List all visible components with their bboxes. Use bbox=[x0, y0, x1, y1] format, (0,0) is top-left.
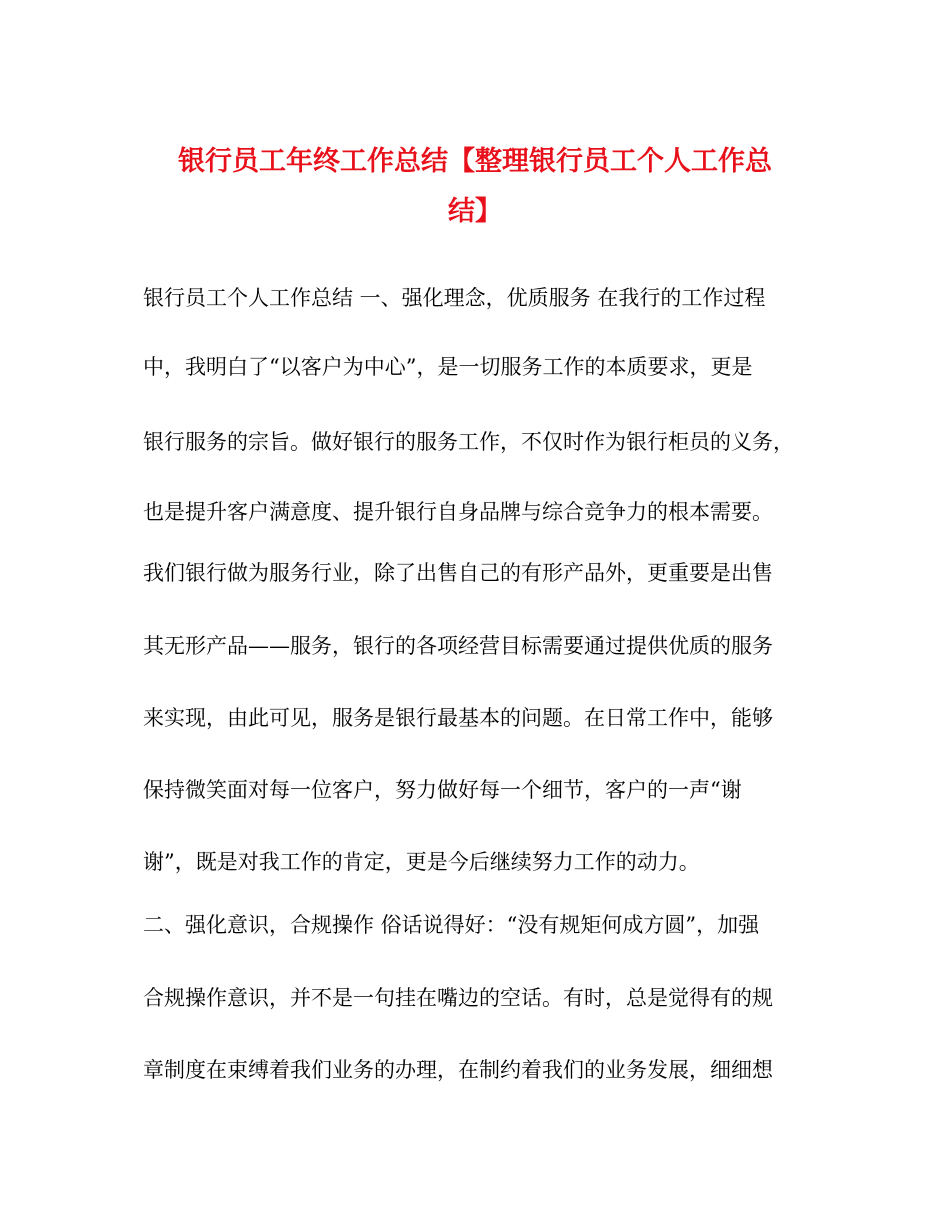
title-line-1: 银行员工年终工作总结【整理银行员工个人工作总 bbox=[178, 146, 772, 177]
document-title bbox=[120, 137, 830, 237]
body-line: 来实现，由此可见，服务是银行最基本的问题。在日常工作中，能够 bbox=[143, 706, 773, 730]
title-line-2: 结】 bbox=[448, 196, 502, 227]
body-line: 也是提升客户满意度、提升银行自身品牌与综合竞争力的根本需要。 bbox=[143, 500, 773, 524]
body-line: 合规操作意识，并不是一句挂在嘴边的空话。有时，总是觉得有的规 bbox=[143, 986, 773, 1010]
body-line: 银行服务的宗旨。做好银行的服务工作，不仅时作为银行柜员的义务， bbox=[143, 430, 794, 454]
body-line: 银行员工个人工作总结 一、强化理念，优质服务 在我行的工作过程 bbox=[143, 286, 766, 310]
body-line: 章制度在束缚着我们业务的办理，在制约着我们的业务发展，细细想 bbox=[143, 1058, 773, 1082]
body-line: 谢”，既是对我工作的肯定，更是今后继续努力工作的动力。 bbox=[143, 850, 700, 874]
body-line: 我们银行做为服务行业，除了出售自己的有形产品外，更重要是出售 bbox=[143, 561, 773, 585]
body-line: 二、强化意识，合规操作 俗话说得好：“没有规矩何成方圆”，加强 bbox=[143, 913, 760, 937]
body-line: 中，我明白了“以客户为中心”，是一切服务工作的本质要求，更是 bbox=[143, 355, 753, 379]
body-line: 其无形产品——服务，银行的各项经营目标需要通过提供优质的服务 bbox=[143, 634, 773, 658]
body-line: 保持微笑面对每一位客户，努力做好每一个细节，客户的一声“谢 bbox=[143, 778, 742, 802]
